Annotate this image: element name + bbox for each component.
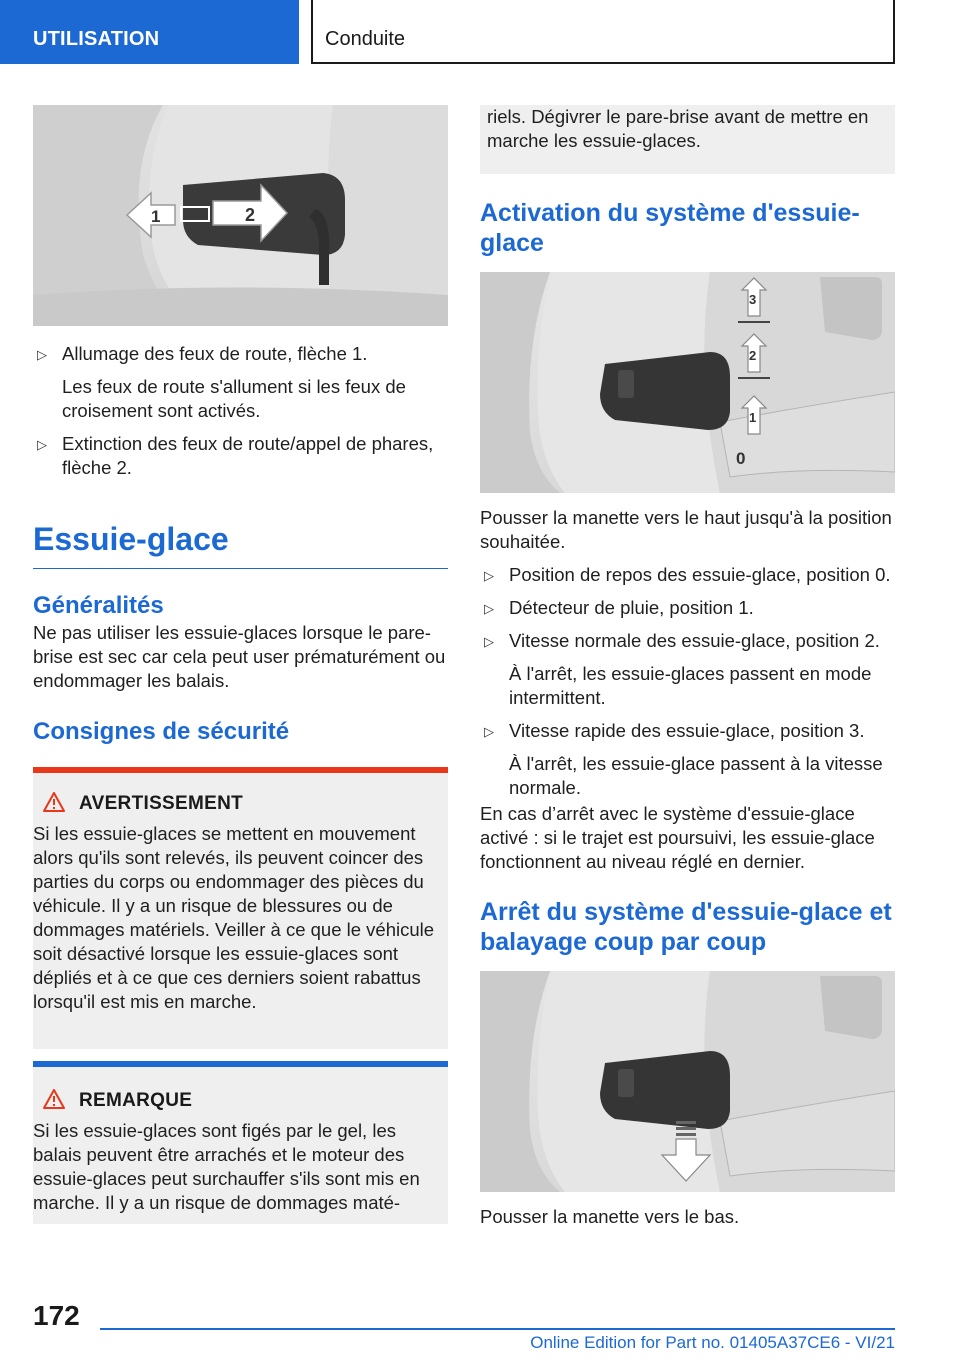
bullet-triangle-icon: ▷	[484, 724, 494, 739]
warning-title-label: AVERTISSEMENT	[79, 793, 244, 814]
stop-behavior-text: En cas d’arrêt avec le système d'essuie-glace activé : si le trajet est poursuivi, les essuie-glace fonctionnent au niveau réglé en dernier.	[480, 803, 875, 872]
bullet-triangle-icon: ▷	[484, 568, 494, 583]
footer-rule	[100, 1328, 895, 1330]
generalites-text: Ne pas utiliser les essuie-glaces lorsque le pare-brise est sec car cela peut user prématurément ou endommager les balais.	[33, 622, 446, 691]
list-item	[33, 432, 448, 480]
bullet-triangle-icon: ▷	[484, 601, 494, 616]
list-item-main: Extinction des feux de route/appel de phares, flèche 2.	[62, 433, 434, 478]
list-item	[480, 563, 895, 587]
list-item-sub: À l'arrêt, les essuie-glaces passent en mode intermittent.	[509, 663, 872, 708]
left-column	[33, 105, 448, 1224]
headlight-stalk-figure	[33, 105, 448, 326]
list-item-main: Position de repos des essuie-glace, position 0.	[509, 564, 891, 585]
remark-title	[33, 1089, 448, 1113]
list-item-sub: À l'arrêt, les essuie-glace passent à la vitesse normale.	[509, 753, 883, 798]
header-chapter-label: Conduite	[325, 28, 406, 50]
position-3-label: 3	[749, 292, 757, 307]
remark-box	[33, 1061, 448, 1224]
list-item	[33, 342, 448, 423]
list-item-main: Vitesse rapide des essuie-glace, position 3.	[509, 720, 865, 741]
header-section-tab	[0, 0, 299, 64]
subsection-title-consignes: Consignes de sécurité	[33, 718, 290, 745]
section-title: Essuie-glace	[33, 520, 448, 569]
footer-edition: Online Edition for Part no. 01405A37CE6 - VI/21	[530, 1333, 895, 1352]
page-number: 172	[33, 1300, 80, 1331]
header-section-label: UTILISATION	[33, 28, 160, 50]
subsection-title-stop: Arrêt du système d'essuie-glace et balayage coup par coup	[480, 898, 892, 956]
remark-continuation-text: riels. Dégivrer le pare-brise avant de mettre en marche les essuie-glaces.	[487, 106, 869, 151]
warning-text: Si les essuie-glaces se mettent en mouvement alors qu'ils sont relevés, ils peuvent coincer des parties du corps ou endommager des pièces du véhicule. Il y a un risque de blessures ou de dommages matériels. Veiller à ce que le véhicule soit désactivé lorsque les essuie-glaces sont dépliés et à ce que ces derniers soient rabattus lorsqu'il est mis en marche.	[33, 823, 435, 1012]
wiper-stop-figure	[480, 971, 895, 1192]
push-down-text: Pousser la manette vers le bas.	[480, 1206, 740, 1227]
remark-continuation-box	[480, 105, 895, 174]
list-item-sub: Les feux de route s'allument si les feux de croisement sont activés.	[62, 376, 406, 421]
position-2-label: 2	[749, 348, 757, 363]
bullet-triangle-icon: ▷	[37, 347, 47, 362]
warning-title	[33, 792, 448, 816]
arrow-2-label: 2	[245, 205, 256, 225]
bullet-triangle-icon: ▷	[37, 437, 47, 452]
list-item-main: Vitesse normale des essuie-glace, position 2.	[509, 630, 880, 651]
list-item	[480, 629, 895, 710]
remark-text: Si les essuie-glaces sont figés par le gel, les balais peuvent être arrachés et le moteur des essuie-glaces peut surchauffer s'ils sont mis en marche. Il y a un risque de dommages maté-	[33, 1120, 420, 1213]
subsection-title-generalites: Généralités	[33, 592, 164, 619]
remark-title-label: REMARQUE	[79, 1090, 193, 1111]
list-item-main: Détecteur de pluie, position 1.	[509, 597, 754, 618]
header-chapter-box	[311, 0, 895, 64]
position-0-label: 0	[736, 449, 746, 468]
wiper-activation-figure	[480, 272, 895, 493]
list-item-main: Allumage des feux de route, flèche 1.	[62, 343, 368, 364]
arrow-1-label: 1	[151, 207, 161, 226]
subsection-title-activation: Activation du système d'essuie-glace	[480, 199, 860, 257]
list-item	[480, 596, 895, 620]
bullet-triangle-icon: ▷	[484, 634, 494, 649]
push-up-text: Pousser la manette vers le haut jusqu'à la position souhaitée.	[480, 507, 892, 552]
caution-triangle-icon	[43, 1089, 65, 1109]
warning-triangle-icon	[43, 792, 65, 812]
position-1-label: 1	[749, 410, 757, 425]
right-column	[480, 105, 895, 1229]
list-item	[480, 719, 895, 800]
warning-box	[33, 767, 448, 1049]
